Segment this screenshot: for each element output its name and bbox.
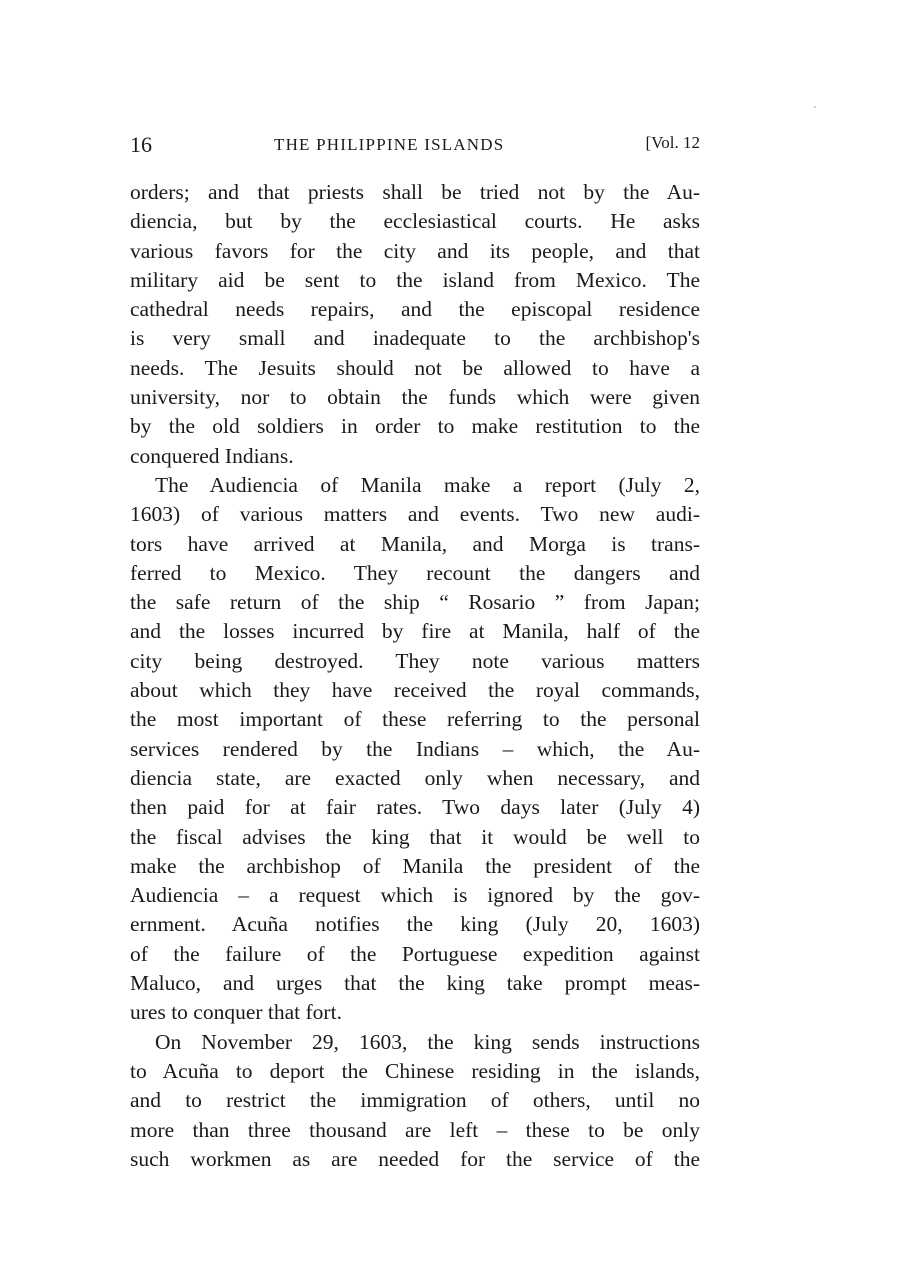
body-text bbox=[130, 178, 700, 1174]
text-line: is very small and inadequate to the archbishop's bbox=[130, 326, 700, 351]
text-line: the safe return of the ship “ Rosario ” from Japan; bbox=[130, 590, 700, 615]
text-line: ferred to Mexico. They recount the dangers and bbox=[130, 560, 700, 585]
text-line: the most important of these referring to the personal bbox=[130, 707, 700, 732]
running-head bbox=[130, 132, 700, 162]
text-line: city being destroyed. They note various matters bbox=[130, 648, 700, 673]
text-line: diencia state, are exacted only when necessary, and bbox=[130, 765, 700, 790]
text-line: The Audiencia of Manila make a report (July 2, bbox=[155, 472, 700, 497]
text-line: cathedral needs repairs, and the episcopal residence bbox=[130, 297, 700, 322]
text-line: services rendered by the Indians – which, the Au- bbox=[130, 736, 700, 761]
text-line: needs. The Jesuits should not be allowed to have a bbox=[130, 355, 700, 380]
text-line: ernment. Acuña notifies the king (July 20, 1603) bbox=[130, 912, 700, 937]
volume-label: [Vol. 12 bbox=[645, 133, 700, 152]
page-number: 16 bbox=[130, 132, 152, 157]
text-line: university, nor to obtain the funds which were given bbox=[130, 385, 700, 410]
text-line: more than three thousand are left – these to be only bbox=[130, 1117, 700, 1142]
text-line: the fiscal advises the king that it would be well to bbox=[130, 824, 700, 849]
running-title: THE PHILIPPINE ISLANDS bbox=[274, 135, 505, 154]
text-line: about which they have received the royal commands, bbox=[130, 678, 700, 703]
text-line: military aid be sent to the island from Mexico. The bbox=[130, 267, 700, 292]
text-line: conquered Indians. bbox=[130, 443, 294, 468]
text-line: make the archbishop of Manila the president of the bbox=[130, 853, 700, 878]
text-line: of the failure of the Portuguese expedition against bbox=[130, 941, 700, 966]
text-line: by the old soldiers in order to make restitution to the bbox=[130, 414, 700, 439]
text-line: ures to conquer that fort. bbox=[130, 1000, 342, 1025]
text-line: and to restrict the immigration of others, until no bbox=[130, 1088, 700, 1113]
text-line: tors have arrived at Manila, and Morga is trans- bbox=[130, 531, 700, 556]
text-line: Audiencia – a request which is ignored by the gov- bbox=[130, 883, 700, 908]
paper-speck bbox=[814, 106, 816, 108]
text-line: to Acuña to deport the Chinese residing in the islands, bbox=[130, 1058, 700, 1083]
text-line: and the losses incurred by fire at Manila, half of the bbox=[130, 619, 700, 644]
text-line: orders; and that priests shall be tried not by the Au- bbox=[130, 180, 700, 204]
text-line: then paid for at fair rates. Two days later (July 4) bbox=[130, 795, 700, 820]
text-line: On November 29, 1603, the king sends instructions bbox=[155, 1029, 700, 1054]
text-line: 1603) of various matters and events. Two new audi- bbox=[130, 502, 700, 527]
text-line: diencia, but by the ecclesiastical courts. He asks bbox=[130, 209, 700, 234]
text-line: Maluco, and urges that the king take prompt meas- bbox=[130, 971, 700, 996]
text-line: such workmen as are needed for the service of the bbox=[130, 1146, 700, 1171]
text-line: various favors for the city and its people, and that bbox=[130, 238, 700, 263]
